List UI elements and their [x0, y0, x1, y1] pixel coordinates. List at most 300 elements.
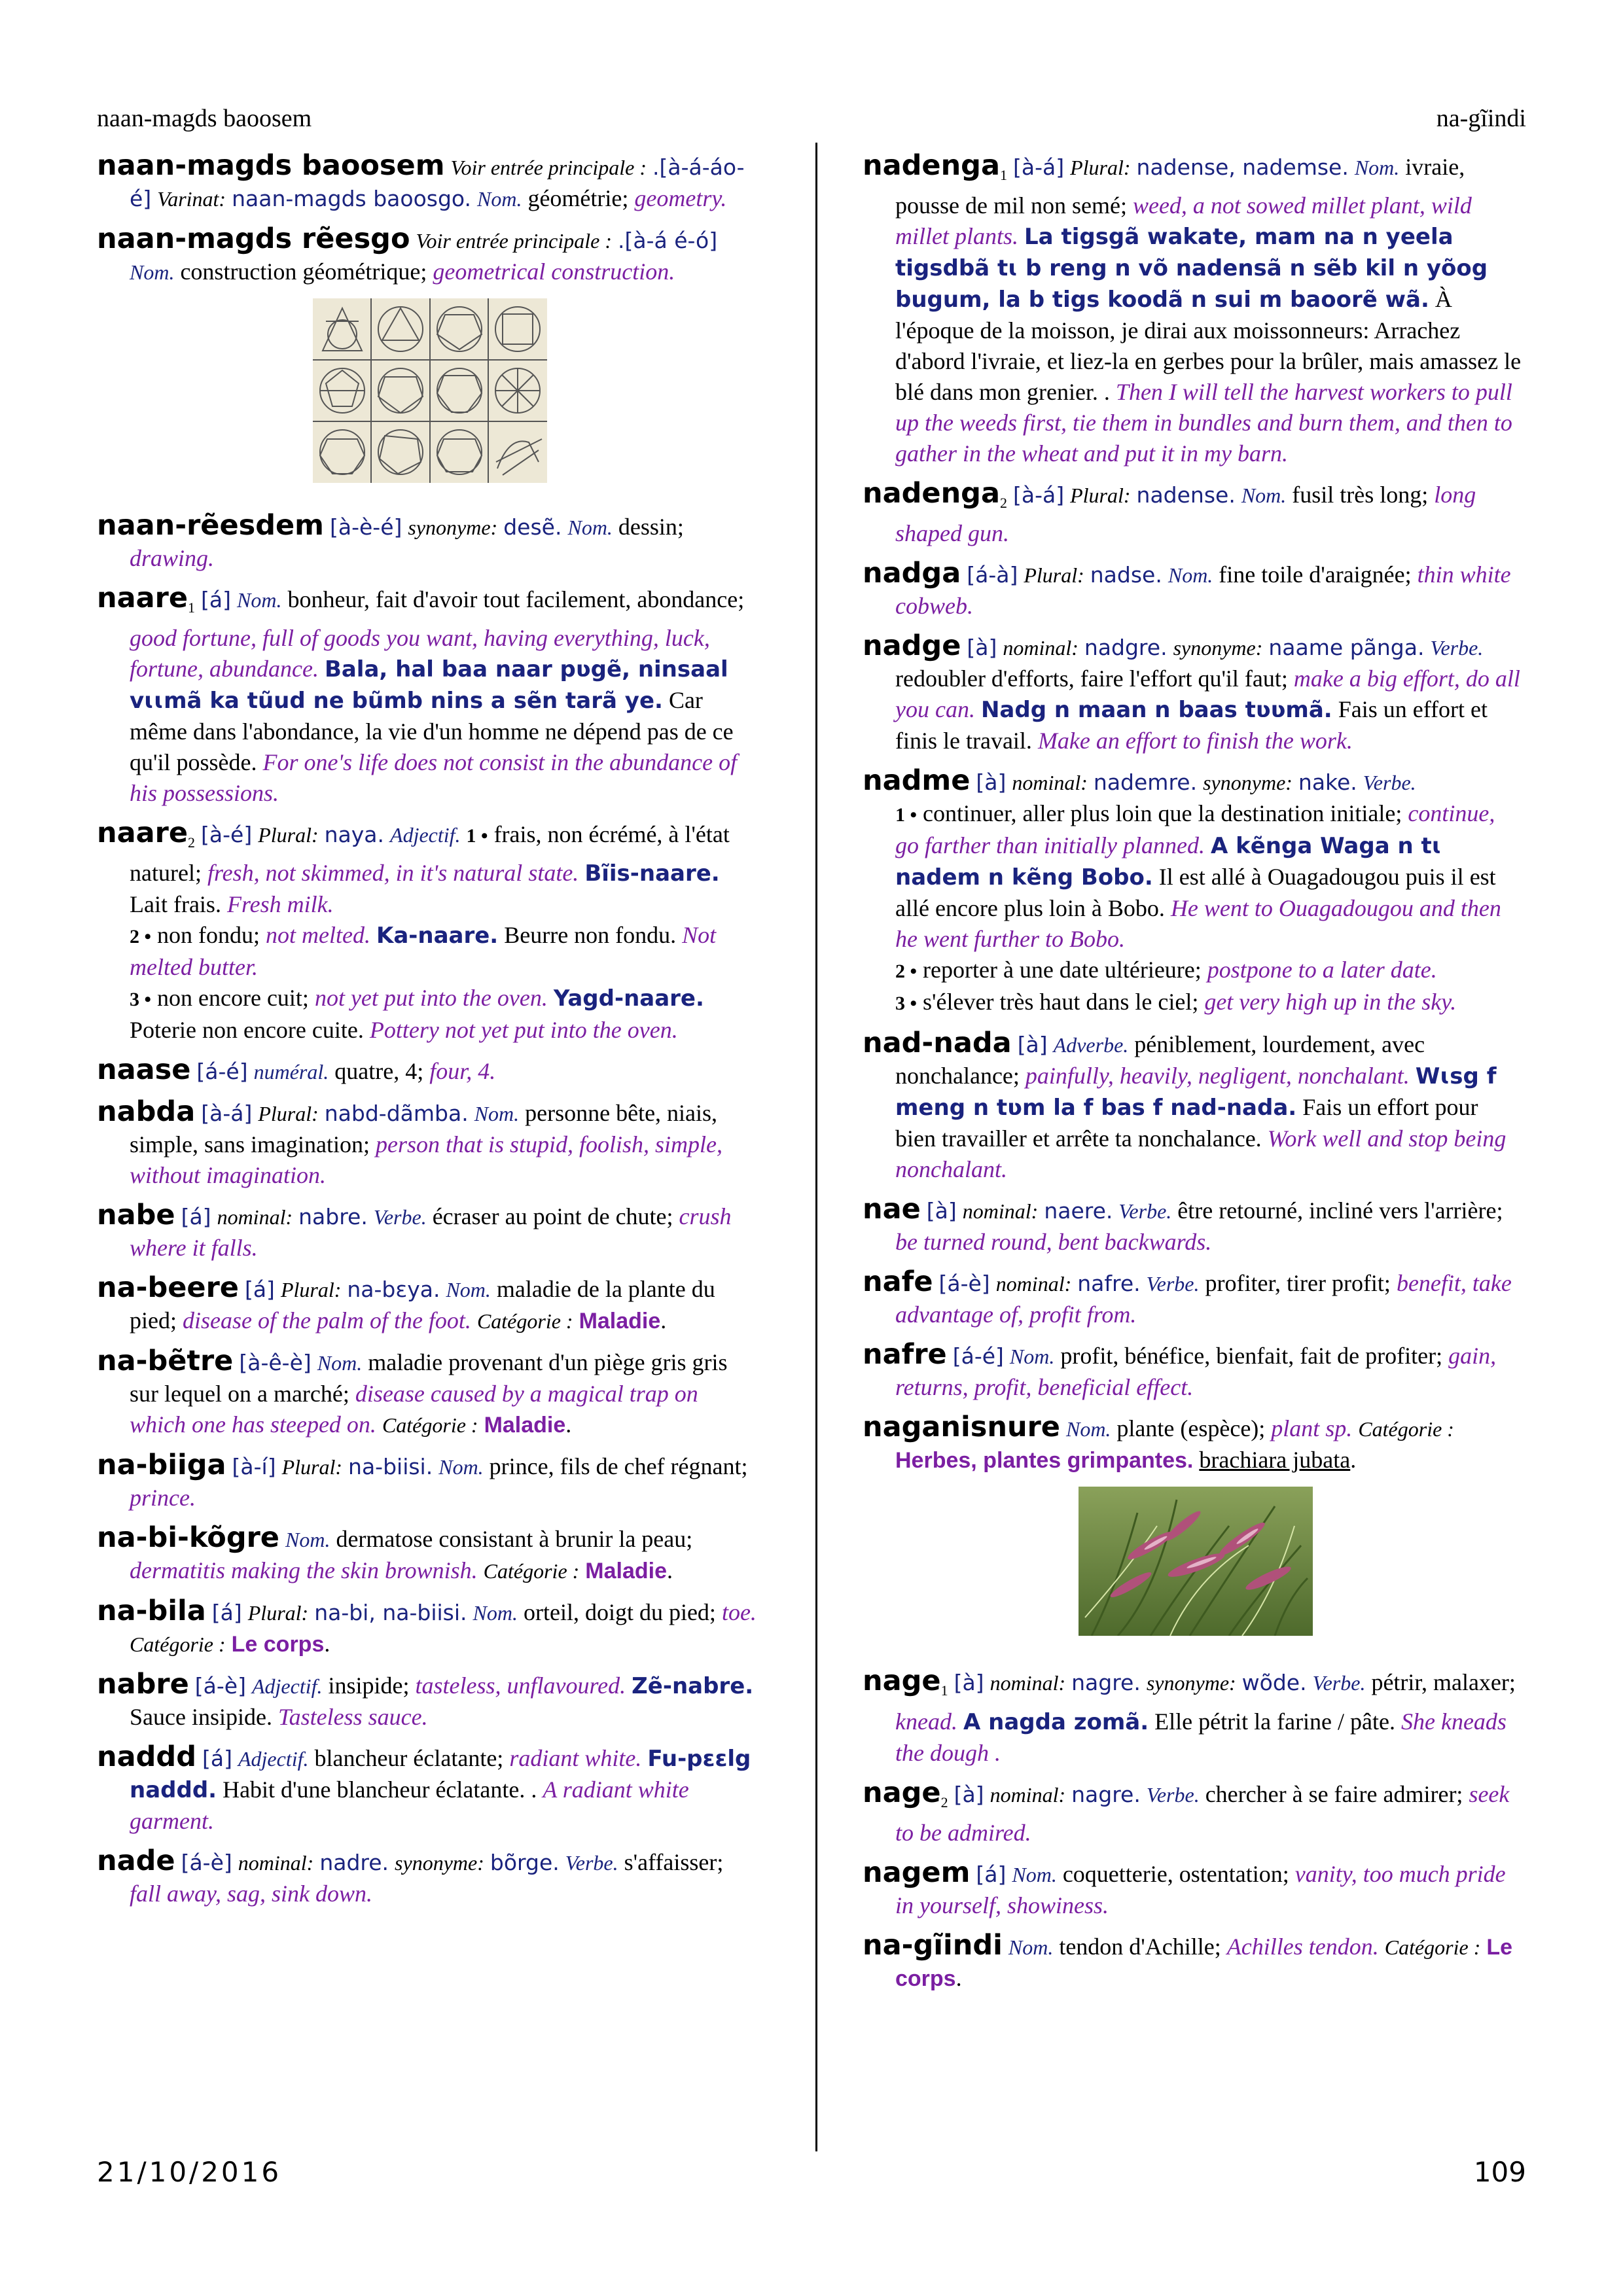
gloss-fr: fine toile d'araignée; — [1219, 561, 1412, 588]
phonetic: [à] — [967, 635, 997, 661]
label-category: Catégorie : — [476, 1309, 573, 1333]
headword: nadme — [863, 764, 971, 798]
label-plural: Plural: — [280, 1278, 342, 1302]
gloss-en: person that is stupid, foolish, simple, without imagination. — [130, 1131, 723, 1189]
gloss-fr: profiter, tirer profit; — [1205, 1270, 1391, 1297]
phonetic: [á] — [201, 587, 231, 612]
nominal-form: nademre. — [1093, 769, 1198, 796]
gloss-en: geometry. — [634, 185, 727, 211]
part-of-speech: Adjectif. — [251, 1674, 323, 1699]
example-en: Then I will tell the harvest workers to pull up the weeds first, tie them in bundles and burn them, and then to gather in the wheat and put it in my barn. — [895, 379, 1512, 467]
example-en: A radiant white garment. — [130, 1776, 689, 1835]
label-synonym: synonyme: — [1203, 771, 1293, 795]
footer-date: 21/10/2016 — [97, 2156, 282, 2188]
label-nominal: nominal: — [238, 1851, 314, 1875]
gloss-en: toe. — [721, 1599, 757, 1626]
part-of-speech: Verbe. — [1146, 1782, 1200, 1807]
phonetic: [á] — [181, 1204, 211, 1230]
gloss-fr: construction géométrique; — [180, 258, 427, 285]
entry-nadge — [863, 631, 1524, 756]
headword: nabe — [97, 1199, 175, 1232]
entry-nadenga-2 — [863, 478, 1524, 549]
entry-naddd — [97, 1742, 758, 1837]
example: A nagda zomã. — [963, 1708, 1149, 1735]
headword: naase — [97, 1053, 191, 1087]
nominal-form: nabre. — [298, 1204, 368, 1230]
example-fr: Fais un effort et finis le travail. — [895, 696, 1488, 754]
phonetic: [à-á] — [201, 1101, 253, 1127]
geometry-illustration — [97, 298, 758, 491]
example-en: Make an effort to finish the work. — [1037, 728, 1353, 754]
synonym: wõde. — [1241, 1670, 1307, 1696]
phonetic: [á] — [244, 1277, 275, 1303]
headword: nae — [863, 1193, 921, 1226]
sense-number: 1 • — [466, 825, 488, 847]
headword: nage — [863, 1665, 941, 1698]
part-of-speech: Nom. — [1354, 156, 1400, 179]
example-en: Work well and stop being nonchalant. — [895, 1125, 1507, 1183]
gloss-fr: bonheur, fait d'avoir tout facilement, abondance; — [287, 586, 745, 612]
gloss-en: four, 4. — [429, 1058, 496, 1085]
gloss-fr: orteil, doigt du pied; — [523, 1599, 716, 1626]
gloss-en: tasteless, unflavoured. — [415, 1672, 626, 1699]
entry-nagem — [863, 1858, 1524, 1921]
sense-2 — [130, 920, 758, 983]
headword: nabda — [97, 1095, 196, 1129]
part-of-speech: Nom. — [477, 187, 522, 211]
gloss-fr: continuer, aller plus loin que la destination initiale; — [923, 800, 1402, 827]
gloss-en: geometrical construction. — [433, 258, 675, 285]
nominal-form: nadgre. — [1084, 635, 1168, 661]
example-fr: Sauce insipide. — [130, 1704, 272, 1731]
example-en: Fresh milk. — [226, 891, 334, 918]
geometric-constructions-image — [313, 298, 547, 483]
example-fr: À l'époque de la moisson, je dirai aux moissonneurs: Arrachez d'abord l'ivraie, et liez-la en gerbes pour la brûler, mais amassez le blé dans mon grenier. . — [895, 286, 1522, 406]
plural-form: na-bɛya. — [347, 1277, 440, 1303]
synonym: desẽ. — [503, 514, 562, 540]
gloss-fr: être retourné, incliné vers l'arrière; — [1177, 1197, 1503, 1224]
scientific-name: brachiara jubata — [1199, 1447, 1351, 1474]
gloss-en: thin white cobweb. — [895, 561, 1511, 620]
gloss-en: radiant white. — [509, 1745, 642, 1772]
headword: naddd — [97, 1740, 196, 1774]
gloss-fr: profit, bénéfice, bienfait, fait de profiter; — [1060, 1343, 1443, 1369]
gloss-fr: maladie de la plante du pied; — [130, 1276, 715, 1334]
sense-number: 3 • — [130, 989, 152, 1011]
gloss-en: make a big effort, do all you can. — [895, 665, 1520, 723]
category: Maladie — [585, 1559, 668, 1584]
gloss-fr: frais, non écrémé, à l'état naturel; — [130, 821, 730, 887]
entry-naare-1 — [97, 583, 758, 809]
running-header-left: naan-magds baoosem — [97, 105, 312, 132]
entry-nafre — [863, 1339, 1524, 1403]
synonym: bõrge. — [490, 1850, 560, 1876]
sense-3 — [895, 987, 1524, 1019]
phonetic: [á] — [211, 1600, 242, 1626]
example: Nadg n maan n baas tʋʋmã. — [980, 697, 1332, 724]
gloss-fr: reporter à une date ultérieure; — [923, 957, 1202, 983]
entry-na-beere: na-beere [á] Plural: na-bɛya. Nom. maladie de la plante du pied; disease of the palm of the foot. Catégorie : Maladie. — [97, 1271, 715, 1334]
part-of-speech: Nom. — [130, 260, 175, 284]
phonetic: [à-í] — [232, 1454, 276, 1480]
nominal-form: nadre. — [319, 1850, 389, 1876]
gloss-en: fall away, sag, sink down. — [130, 1881, 373, 1907]
headword: nagem — [863, 1856, 971, 1889]
label-nominal: nominal: — [990, 1671, 1066, 1695]
label-synonym: synonyme: — [395, 1851, 484, 1875]
example: Wɩsg f meng n tʋm la f bas f nad-nada. — [895, 1063, 1497, 1122]
phonetic: [á-è] — [194, 1673, 246, 1699]
phonetic: [à] — [954, 1670, 984, 1696]
part-of-speech: Nom. — [1065, 1417, 1111, 1441]
part-of-speech: Nom. — [1168, 563, 1213, 588]
part-of-speech: Verbe. — [1430, 636, 1484, 660]
category: Herbes, plantes grimpantes. — [895, 1448, 1194, 1474]
example: Bĩis-naare. — [584, 860, 720, 887]
sense-3 — [130, 983, 758, 1046]
part-of-speech: Verbe. — [1312, 1671, 1366, 1695]
example-fr: Il est allé à Ouagadougou puis il est allé encore plus loin à Bobo. — [895, 864, 1496, 922]
sense-1 — [895, 798, 1524, 955]
homonym-number: 2 — [999, 495, 1007, 512]
entry-naan-magds-baoosem — [97, 150, 758, 215]
gloss-fr: prince, fils de chef régnant; — [489, 1453, 748, 1480]
gloss-fr: tendon d'Achille; — [1059, 1933, 1221, 1960]
part-of-speech: Nom. — [1241, 484, 1287, 508]
gloss-fr: dermatose consistant à brunir la peau; — [336, 1526, 693, 1553]
sense-number: 1 • — [895, 804, 918, 826]
example: A kẽnga Waga n tɩ nadem n kẽng Bobo. — [895, 833, 1442, 891]
phonetic: [á-è] — [938, 1271, 990, 1297]
example-en: Pottery not yet put into the oven. — [369, 1017, 678, 1044]
phonetic: .[à-á é-ó] — [618, 228, 718, 253]
category: Le corps — [895, 1934, 1513, 1991]
phonetic: [á-è] — [181, 1850, 232, 1876]
label-category: Catégorie : — [382, 1413, 478, 1438]
label-nominal: nominal: — [1012, 771, 1088, 795]
part-of-speech: Nom. — [285, 1528, 330, 1552]
entry-nage-1 — [863, 1666, 1524, 1768]
gloss-fr: ivraie, pousse de mil non semé; — [895, 154, 1465, 219]
entry-nadga — [863, 558, 1524, 622]
headword: nadenga — [863, 477, 1000, 510]
gloss-en: not melted. — [266, 922, 370, 949]
gloss-fr: s'élever très haut dans le ciel; — [923, 989, 1199, 1016]
entry-nadme — [863, 766, 1524, 1019]
nominal-form: naere. — [1044, 1198, 1113, 1224]
entry-nade — [97, 1846, 758, 1909]
headword: na-beere — [97, 1271, 239, 1305]
entry-naan-reesdem — [97, 510, 758, 574]
phonetic: [à-ê-è] — [239, 1350, 312, 1376]
gloss-fr: chercher à se faire admirer; — [1205, 1780, 1463, 1807]
example-fr: Fais un effort pour bien travailler et arrête ta nonchalance. — [895, 1094, 1478, 1152]
gloss-fr: s'affaisser; — [624, 1849, 724, 1876]
label-category: Catégorie : — [130, 1633, 226, 1657]
example-en: He went to Ouagadougou and then he went further to Bobo. — [895, 895, 1501, 953]
entry-nadenga-1 — [863, 150, 1524, 469]
label-plural: Plural: — [247, 1601, 309, 1625]
entry-naase — [97, 1055, 758, 1087]
headword: nafre — [863, 1338, 947, 1371]
headword: naganisnure — [863, 1411, 1060, 1444]
headword: nadenga — [863, 149, 1000, 182]
example-fr: Poterie non encore cuite. — [130, 1017, 364, 1044]
gloss-fr: non encore cuit; — [157, 985, 309, 1012]
part-of-speech: Nom. — [474, 1102, 520, 1126]
gloss-fr: non fondu; — [157, 922, 260, 949]
entry-naganisnure: naganisnure Nom. plante (espèce); plant sp. Catégorie : Herbes, plantes grimpantes. brachiara jubata. — [863, 1411, 1454, 1474]
gloss-en: crush where it falls. — [130, 1203, 732, 1262]
gloss-fr: fusil très long; — [1292, 482, 1429, 508]
gloss-en: gain, returns, profit, beneficial effect. — [895, 1343, 1497, 1401]
gloss-en: postpone to a later date. — [1207, 957, 1437, 983]
gloss-fr: blancheur éclatante; — [314, 1745, 504, 1772]
gloss-fr: péniblement, lourdement, avec nonchalance; — [895, 1031, 1425, 1089]
part-of-speech: Nom. — [237, 588, 282, 612]
phonetic: [á-é] — [196, 1059, 248, 1085]
plural-form: nabd-dãmba. — [324, 1101, 469, 1127]
example-fr: Habit d'une blancheur éclatante. . — [223, 1776, 537, 1803]
entry-nad-nada — [863, 1028, 1524, 1185]
gloss-fr: plante (espèce); — [1116, 1415, 1266, 1442]
example: Fu-pɛɛlg naddd. — [130, 1746, 751, 1804]
label-nominal: nominal: — [1003, 636, 1079, 660]
part-of-speech: Verbe. — [1146, 1272, 1200, 1296]
category: Le corps — [231, 1632, 325, 1657]
headword: nad-nada — [863, 1027, 1012, 1060]
gloss-en: painfully, heavily, negligent, nonchalant. — [1025, 1063, 1410, 1089]
gloss-fr: insipide; — [328, 1672, 410, 1699]
headword: na-biiga — [97, 1449, 226, 1482]
example-en: She kneads the dough . — [895, 1708, 1507, 1766]
headword: na-gĩindi — [863, 1928, 1003, 1962]
label-category: Catégorie : — [1384, 1935, 1481, 1959]
headword: nabre — [97, 1668, 189, 1701]
entry-nabda — [97, 1097, 758, 1191]
gloss-fr: redoubler d'efforts, faire l'effort qu'il faut; — [895, 665, 1288, 692]
gloss-en: vanity, too much pride in yourself, showiness. — [895, 1860, 1506, 1918]
phonetic: [à] — [1017, 1032, 1048, 1058]
homonym-number: 2 — [188, 834, 196, 851]
plural-form: na-bi, na-biisi. — [314, 1600, 467, 1626]
phonetic: [à] — [926, 1198, 957, 1224]
example-en: For one's life does not consist in the abundance of his possessions. — [130, 749, 738, 807]
label-nominal: nominal: — [217, 1205, 293, 1229]
headword: nafe — [863, 1265, 933, 1299]
label-nominal: nominal: — [995, 1272, 1072, 1296]
right-column — [863, 150, 1524, 2004]
sense-number: 3 • — [895, 993, 918, 1015]
label-synonym: synonyme: — [1173, 636, 1263, 660]
headword: nage — [863, 1776, 941, 1809]
phonetic: [à-é] — [201, 822, 253, 848]
headword: naare — [97, 817, 188, 850]
sense-number: 2 • — [895, 961, 918, 983]
label-plural: Plural: — [258, 823, 319, 847]
gloss-en: continue, go farther than initially planned. — [895, 800, 1495, 859]
gloss-en: weed, a not sowed millet plant, wild millet plants. — [895, 192, 1472, 250]
label-plural: Plural: — [1070, 484, 1131, 508]
example: Bala, hal baa naar pʋgẽ, ninsaal vɩɩmã ka tũud ne bũmb nins a sẽn tarã ye. — [130, 656, 728, 715]
gloss-en: plant sp. — [1271, 1415, 1353, 1442]
phonetic: [á-à] — [967, 562, 1018, 588]
gloss-fr: maladie provenant d'un piège gris gris sur lequel on a marché; — [130, 1349, 728, 1407]
column-divider — [815, 143, 817, 2151]
gloss-en: Achilles tendon. — [1226, 1933, 1379, 1960]
example-fr: Beurre non fondu. — [504, 922, 677, 949]
gloss-fr: coquetterie, ostentation; — [1062, 1860, 1289, 1887]
part-of-speech: Nom. — [317, 1351, 363, 1375]
category: Maladie — [579, 1309, 661, 1334]
entry-nafe — [863, 1267, 1524, 1330]
gloss-en: dermatitis making the skin brownish. — [130, 1557, 478, 1584]
gloss-en: benefit, take advantage of, profit from. — [895, 1270, 1512, 1328]
gloss-en: knead. — [895, 1708, 957, 1735]
plural-form: naya. — [324, 822, 385, 848]
gloss-en: get very high up in the sky. — [1204, 989, 1457, 1016]
phonetic: [à] — [954, 1781, 984, 1807]
example: La tigsgã wakate, mam na n yeela tigsdbã tɩ b reng n võ nadensã n sẽb kil n yõog bugum, la b tigs koodã n sui m baoorẽ wã. — [895, 224, 1488, 313]
gloss-fr: dessin; — [618, 514, 684, 540]
gloss-fr: écraser au point de chute; — [432, 1203, 673, 1230]
label-synonym: synonyme: — [1146, 1671, 1236, 1695]
phonetic: [á] — [202, 1746, 232, 1772]
part-of-speech: Nom. — [567, 516, 613, 539]
example: Yagd-naare. — [553, 985, 704, 1012]
gloss-fr: personne bête, niais, simple, sans imagination; — [130, 1100, 718, 1158]
plant-photo — [863, 1487, 1524, 1644]
label-nominal: nominal: — [990, 1782, 1066, 1807]
headword: na-bẽtre — [97, 1345, 234, 1378]
headword: nade — [97, 1845, 175, 1878]
gloss-en: good fortune, full of goods you want, having everything, luck, fortune, abundance. — [130, 625, 710, 682]
part-of-speech: Verbe. — [1118, 1199, 1172, 1224]
grass-plant-image — [1079, 1487, 1313, 1636]
entry-na-bila: na-bila [á] Plural: na-bi, na-biisi. Nom. orteil, doigt du pied; toe. Catégorie : Le corps. — [97, 1595, 757, 1657]
entry-na-giindi: na-gĩindi Nom. tendon d'Achille; Achilles tendon. Catégorie : Le corps. — [863, 1928, 1513, 1991]
part-of-speech: Nom. — [446, 1278, 491, 1302]
label-nominal: nominal: — [962, 1199, 1039, 1224]
headword: na-bila — [97, 1595, 206, 1628]
homonym-number: 1 — [999, 167, 1007, 184]
example-fr: Car même dans l'abondance, la vie d'un homme ne dépend pas de ce qu'il possède. — [130, 687, 734, 776]
example-fr: Elle pétrit la farine / pâte. — [1154, 1708, 1395, 1735]
part-of-speech: Verbe. — [1363, 771, 1416, 795]
part-of-speech: numéral. — [253, 1060, 329, 1084]
homonym-number: 1 — [188, 599, 196, 616]
headword: nadge — [863, 629, 961, 663]
example: Ka-naare. — [376, 923, 499, 949]
homonym-number: 2 — [940, 1793, 948, 1810]
synonym: naame pãnga. — [1268, 635, 1425, 661]
part-of-speech: Verbe. — [565, 1851, 618, 1875]
label-category: Catégorie : — [1358, 1417, 1454, 1441]
example-en: Tasteless sauce. — [277, 1704, 428, 1731]
entry-nae — [863, 1194, 1524, 1258]
part-of-speech: Nom. — [1012, 1862, 1057, 1886]
gloss-en: drawing. — [130, 545, 215, 571]
variant-form: naan-magds baoosgo. — [232, 186, 471, 211]
entry-naan-magds-reesgo — [97, 224, 758, 288]
part-of-speech: Adverbe. — [1053, 1033, 1129, 1057]
label-category: Catégorie : — [483, 1559, 580, 1583]
sense-2 — [895, 955, 1524, 987]
gloss-en: be turned round, bent backwards. — [895, 1229, 1212, 1256]
left-column — [97, 150, 758, 1918]
entry-na-betre: na-bẽtre [à-ê-è] Nom. maladie provenant d'un piège gris gris sur lequel on a marché; disease caused by a magical trap on which one has steeped on. Catégorie : Maladie. — [97, 1345, 728, 1438]
example: Zẽ-nabre. — [632, 1673, 754, 1700]
homonym-number: 1 — [940, 1682, 948, 1699]
label-synonym: synonyme: — [408, 516, 498, 539]
synonym: nake. — [1298, 769, 1357, 796]
label-plural: Plural: — [281, 1455, 343, 1479]
label-plural: Plural: — [1024, 563, 1084, 588]
plural-form: nadse. — [1090, 562, 1162, 588]
part-of-speech: Verbe. — [373, 1205, 427, 1229]
category: Maladie — [484, 1413, 566, 1438]
example-en: Not melted butter. — [130, 922, 717, 981]
headword: naare — [97, 582, 188, 614]
headword: naan-magds baoosem — [97, 149, 445, 182]
entry-nage-2 — [863, 1778, 1524, 1848]
phonetic: [à-è-é] — [329, 514, 402, 540]
part-of-speech: Adjectif. — [238, 1747, 309, 1771]
part-of-speech: Adjectif. — [390, 823, 461, 847]
gloss-fr: géométrie; — [527, 185, 629, 211]
gloss-en: prince. — [130, 1485, 196, 1511]
example-fr: Lait frais. — [130, 891, 221, 918]
plural-form: na-biisi. — [348, 1454, 433, 1480]
label-see-main: Voir entrée principale : — [450, 156, 647, 179]
gloss-en: seek to be admired. — [895, 1780, 1510, 1846]
part-of-speech: Nom. — [1009, 1345, 1055, 1369]
label-plural: Plural: — [1070, 156, 1131, 179]
entry-naare-2 — [97, 818, 758, 1046]
phonetic: [à] — [976, 769, 1007, 796]
phonetic: [á] — [976, 1861, 1007, 1887]
nominal-form: nafre. — [1077, 1271, 1141, 1297]
nominal-form: nagre. — [1071, 1781, 1141, 1807]
label-see-main: Voir entrée principale : — [416, 229, 612, 253]
entry-na-bi-kogre: na-bi-kõgre Nom. dermatose consistant à brunir la peau; dermatitis making the skin brownish. Catégorie : Maladie. — [97, 1521, 693, 1584]
label-plural: Plural: — [258, 1102, 319, 1126]
part-of-speech: Nom. — [1008, 1935, 1054, 1959]
gloss-en: fresh, not skimmed, in it's natural state. — [207, 860, 579, 887]
phonetic: .[à-á-áo-é] — [130, 154, 745, 211]
running-header-right: na-gĩindi — [1436, 105, 1526, 132]
gloss-fr: quatre, 4; — [334, 1058, 424, 1085]
label-variant: Varinat: — [157, 187, 226, 211]
gloss-fr: pétrir, malaxer; — [1371, 1669, 1516, 1696]
entry-na-biiga — [97, 1450, 758, 1513]
plural-form: nadense, nademse. — [1136, 154, 1349, 180]
entry-nabe — [97, 1200, 758, 1263]
page-number: 109 — [1473, 2156, 1526, 2188]
part-of-speech: Nom. — [438, 1455, 484, 1479]
phonetic: [à-á] — [1012, 154, 1065, 180]
part-of-speech: Nom. — [473, 1601, 518, 1625]
phonetic: [à-á] — [1012, 482, 1065, 508]
headword: nadga — [863, 557, 961, 590]
sense-number: 2 • — [130, 926, 152, 948]
gloss-en: disease caused by a magical trap on which one has steeped on. — [130, 1381, 698, 1438]
gloss-en: long shaped gun. — [895, 482, 1476, 547]
headword: naan-rẽesdem — [97, 509, 324, 542]
phonetic: [á-é] — [952, 1343, 1004, 1369]
headword: na-bi-kõgre — [97, 1521, 279, 1555]
headword: naan-magds rẽesgo — [97, 222, 410, 255]
